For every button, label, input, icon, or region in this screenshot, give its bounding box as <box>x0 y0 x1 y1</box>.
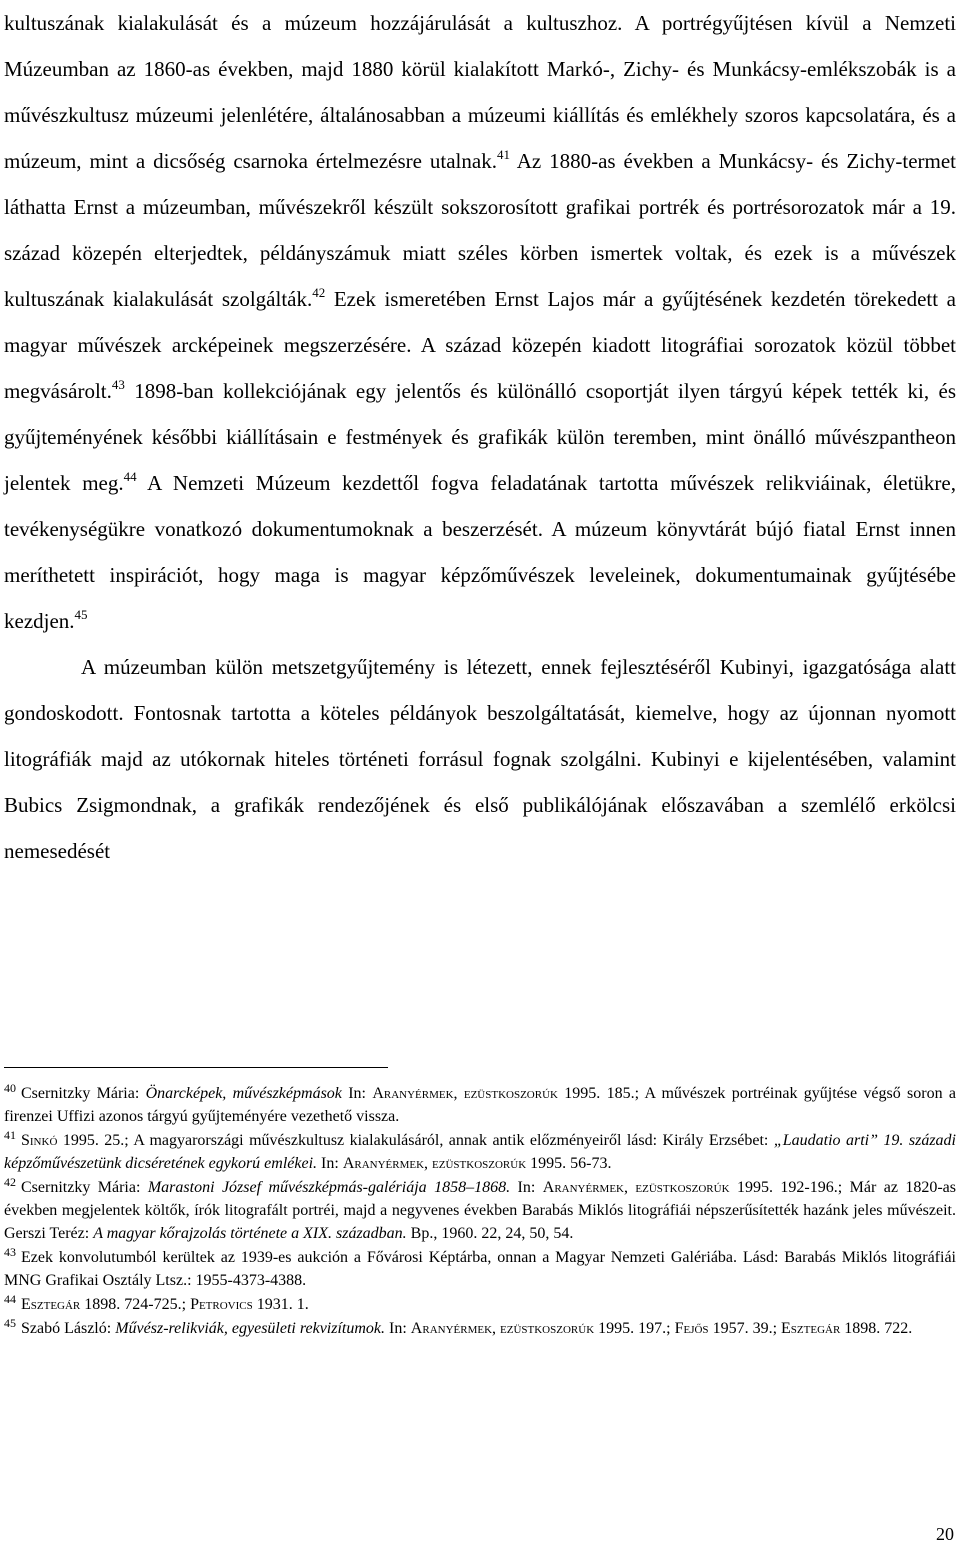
footnote-text: In: <box>510 1179 543 1196</box>
footnote-text: Csernitzky Mária: <box>21 1179 148 1196</box>
paragraph-1-text-1: kultuszának kialakulását és a múzeum hozzájárulását a kultuszhoz. A portrégyűjtésen kívül a Nemzeti Múzeumban az 1860-as években, majd 1880 körül kialakított Markó-, Zichy- és Munkácsy-emlékszobák is a művészkultusz múzeumi jelenlétére, általánosabban a múzeumi kiállítás és emlékhely szoros kapcsolatára, és a múzeum, mint a dicsőség csarnoka értelmezésre utalnak. <box>4 11 956 173</box>
footnote-43 <box>4 1246 956 1292</box>
page-number: 20 <box>936 1524 954 1544</box>
footnote-41 <box>4 1129 956 1175</box>
footnote-number: 43 <box>4 1245 16 1259</box>
footnote-text: 1995. 192-196.; Már az 1820-as években megjelentek költők, írók litografált portréi, majd a negyvenes években Barabás Miklós litográfiái népszerűsítették hazánk jeles művészeit. Gerszi Teréz: <box>4 1179 957 1242</box>
footnote-number: 44 <box>4 1292 16 1306</box>
footnote-ref-43[interactable]: 43 <box>111 377 125 392</box>
footnote-text: 1931. 1. <box>252 1296 309 1313</box>
footnote-author: Sinkó <box>21 1132 58 1149</box>
footnotes <box>4 1082 956 1341</box>
footnote-separator <box>4 1067 388 1068</box>
footnote-title: Önarcképek, művészképmások <box>145 1085 342 1102</box>
footnote-text: 1898. 722. <box>840 1320 913 1337</box>
footnote-ref-41[interactable]: 41 <box>496 147 510 162</box>
footnote-text: Ezek konvolutumból kerültek az 1939-es aukción a Fővárosi Képtárba, onnan a Magyar Nemzeti Galériába. Lásd: Barabás Miklós litográfiái MNG Grafikai Osztály Ltsz.: 1955-4373-4388. <box>4 1249 956 1289</box>
footnote-text: In: <box>385 1320 411 1337</box>
footnote-44 <box>4 1293 956 1316</box>
paragraph-1-text-3: Ezek ismeretében Ernst Lajos már a gyűjtésének kezdetén törekedett a magyar művészek arcképeinek megszerzésére. A század közepén kiadott litográfiai sorozatok közül többet megvásárolt. <box>4 287 956 403</box>
footnote-ref-45[interactable]: 45 <box>74 607 88 622</box>
footnote-author: Fejős <box>674 1320 709 1337</box>
footnote-source: Aranyérmek, ezüstkoszorúk <box>372 1085 558 1102</box>
footnote-title: Marastoni József művészképmás-galériája 1858–1868. <box>147 1179 511 1196</box>
footnote-source: Aranyérmek, ezüstkoszorúk <box>342 1155 527 1172</box>
footnote-title: „Laudatio arti” 19. századi képzőművészetünk dicséretének egykorú emlékei. <box>4 1132 957 1172</box>
footnote-text: 1995. 25.; A magyarországi művészkultusz kialakulásáról, annak antik előzményeiről lásd: Király Erzsébet: <box>57 1132 774 1149</box>
footnote-author: Esztegár <box>21 1296 81 1313</box>
footnote-text: In: <box>341 1085 373 1102</box>
footnote-source: Aranyérmek, ezüstkoszorúk <box>542 1179 730 1196</box>
footnote-source: Aranyérmek, ezüstkoszorúk <box>410 1320 595 1337</box>
main-text <box>4 0 956 874</box>
paragraph-1 <box>4 0 956 644</box>
footnote-text: 1995. 56-73. <box>526 1155 612 1172</box>
footnote-text: 1995. 197.; <box>594 1320 675 1337</box>
footnote-42 <box>4 1176 956 1245</box>
footnote-40 <box>4 1082 956 1128</box>
footnote-title: A magyar kőrajzolás története a XIX. században. <box>93 1225 407 1242</box>
footnote-text: Bp., 1960. 22, 24, 50, 54. <box>406 1225 574 1242</box>
footnote-text: 1995. 185.; A művészek portréinak gyűjtése végső soron a firenzei Uffizi azonos tárgyú gyűjteményére vezethető vissza. <box>4 1085 957 1125</box>
footnote-text: 1957. 39.; <box>708 1320 782 1337</box>
footnote-45 <box>4 1317 956 1340</box>
footnote-number: 41 <box>4 1128 16 1142</box>
footnote-ref-44[interactable]: 44 <box>123 469 137 484</box>
paragraph-2: A múzeumban külön metszetgyűjtemény is létezett, ennek fejlesztéséről Kubinyi, igazgatósága alatt gondoskodott. Fontosnak tartotta a köteles példányok beszolgáltatását, kiemelve, hogy az újonnan nyomott litográfiák majd az utókornak hiteles történeti forrásul fognak szolgálni. Kubinyi e kijelentésében, valamint Bubics Zsigmondnak, a grafikák rendezőjének és első publikálójának előszavában a szemlélő erkölcsi nemesedését <box>4 655 956 863</box>
footnote-text: In: <box>317 1155 343 1172</box>
paragraph-1-text-4: 1898-ban kollekciójának egy jelentős és különálló csoportját ilyen tárgyú képek tették ki, és gyűjteményének későbbi kiállításain e festmények és grafikák külön teremben, mint önálló művészpantheon jelentek meg. <box>4 379 956 495</box>
footnote-number: 42 <box>4 1175 16 1189</box>
footnote-author: Esztegár <box>781 1320 841 1337</box>
footnote-number: 45 <box>4 1316 16 1330</box>
footnote-number: 40 <box>4 1081 16 1095</box>
footnote-text: Csernitzky Mária: <box>21 1085 146 1102</box>
footnote-text: 1898. 724-725.; <box>80 1296 191 1313</box>
footnote-title: Művész-relikviák, egyesületi rekvizítumok. <box>115 1320 386 1337</box>
paragraph-1-text-5: A Nemzeti Múzeum kezdettől fogva feladatának tartotta művészek relikviáinak, életükre, tevékenységükre vonatkozó dokumentumoknak a beszerzését. A múzeum könyvtárát bújó fiatal Ernst innen meríthetett inspirációt, hogy maga is magyar képzőművészek leveleinek, dokumentumainak gyűjtésébe kezdjen. <box>4 471 956 633</box>
footnote-author: Petrovics <box>190 1296 253 1313</box>
paragraph-1-text-2: Az 1880-as években a Munkácsy- és Zichy-termet láthatta Ernst a múzeumban, művészekről készült sokszorosított grafikai portrék és portrésorozatok már a 19. század közepén elterjedtek, példányszámuk miatt széles körben ismertek voltak, és ezek is a művészek kultuszának kialakulását szolgálták. <box>4 149 957 311</box>
footnote-ref-42[interactable]: 42 <box>312 285 326 300</box>
footnote-text: Szabó László: <box>21 1320 116 1337</box>
